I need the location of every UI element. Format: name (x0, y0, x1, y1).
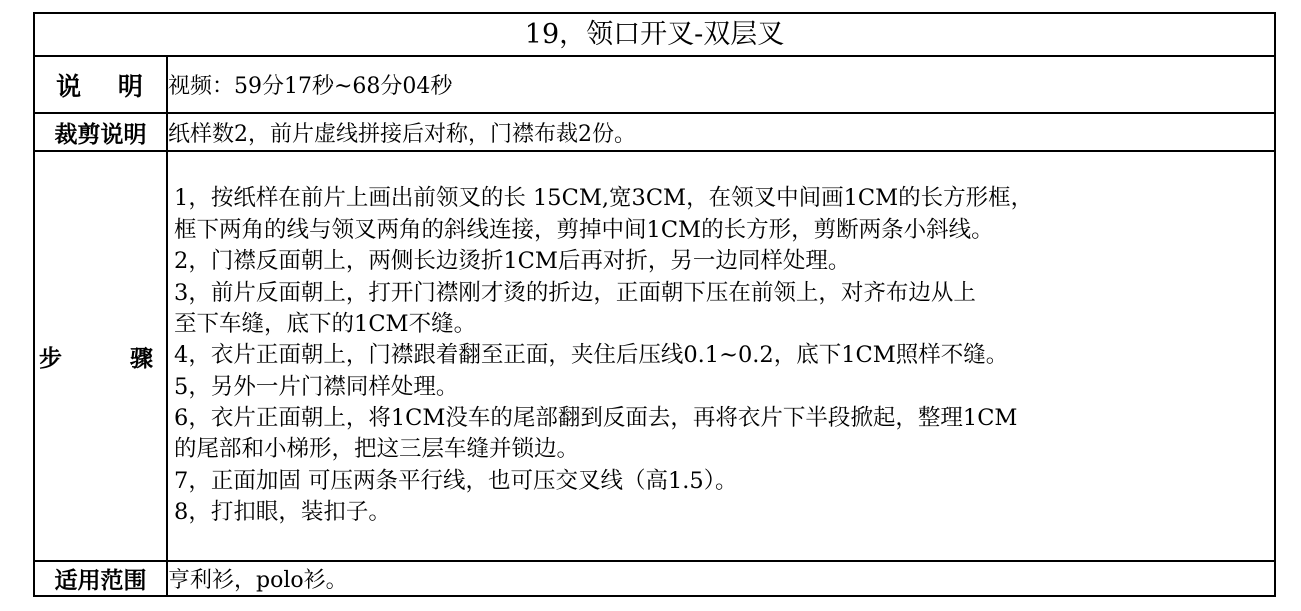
step-line: 3，前片反面朝上，打开门襟刚才烫的折边，正面朝下压在前领上，对齐布边从上 (174, 279, 976, 306)
steps-cell (167, 151, 1275, 561)
steps-list (168, 183, 1274, 528)
cutting-text: 纸样数2，前片虚线拼接后对称，门襟布裁2份。 (167, 113, 1275, 151)
steps-label (34, 151, 167, 561)
step-line: 的尾部和小梯形，把这三层车缝并锁边。 (174, 436, 580, 463)
step-line: 框下两角的线与领叉两角的斜线连接，剪掉中间1CM的长方形，剪断两条小斜线。 (174, 216, 994, 243)
step-line: 至下车缝，底下的1CM不缝。 (174, 310, 477, 337)
steps-label-right: 骤 (130, 345, 153, 372)
sheet-title: 19，领口开叉-双层叉 (34, 13, 1275, 56)
applicable-text: 亨利衫，polo衫。 (167, 561, 1275, 596)
step-line: 6，衣片正面朝上，将1CM没车的尾部翻到反面去，再将衣片下半段掀起，整理1CM (174, 405, 1018, 432)
step-line: 8，打扣眼，装扣子。 (174, 499, 391, 526)
cutting-label: 裁剪说明 (34, 113, 167, 151)
steps-label-left: 步 (39, 345, 62, 372)
explain-label: 说 明 (34, 56, 167, 113)
step-line: 2，门襟反面朝上，两侧长边烫折1CM后再对折，另一边同样处理。 (174, 248, 851, 275)
step-line: 4，衣片正面朝上，门襟跟着翻至正面，夹住后压线0.1~0.2，底下1CM照样不缝。 (174, 342, 1009, 369)
step-line: 5，另外一片门襟同样处理。 (174, 373, 459, 400)
instruction-table (33, 12, 1276, 597)
explain-text: 视频：59分17秒~68分04秒 (167, 56, 1275, 113)
step-line: 7，正面加固 可压两条平行线，也可压交叉线（高1.5）。 (174, 467, 738, 494)
step-line: 1，按纸样在前片上画出前领叉的长 15CM,宽3CM，在领叉中间画1CM的长方形框， (174, 185, 1034, 212)
applicable-label: 适用范围 (34, 561, 167, 596)
